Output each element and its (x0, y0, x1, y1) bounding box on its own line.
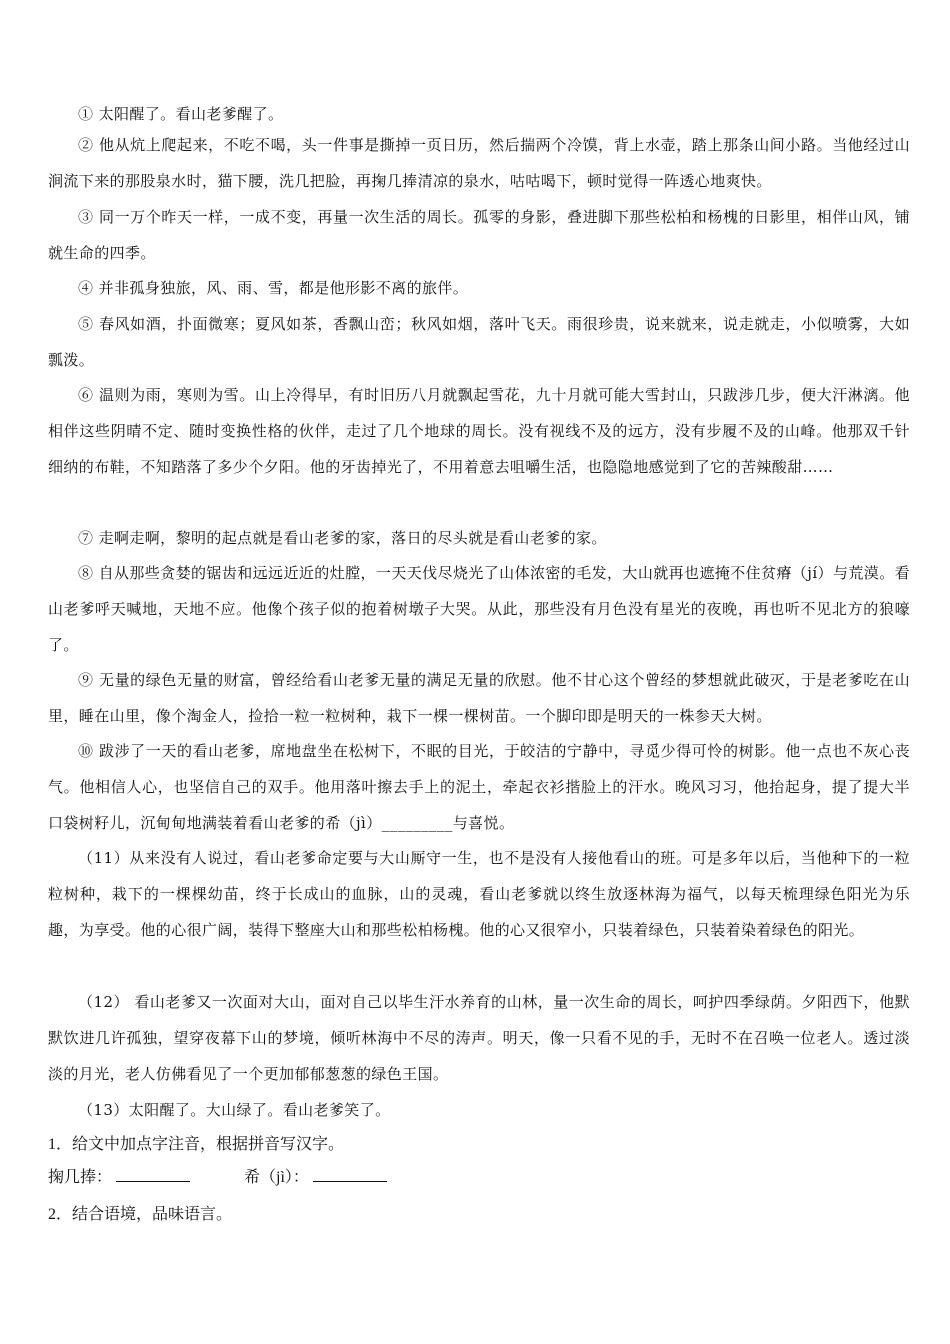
question-1-answers (48, 1163, 910, 1193)
question-1-item-2-label: 希（jì）： (244, 1169, 309, 1186)
question-1: 1．给文中加点字注音，根据拼音写汉字。 (48, 1136, 345, 1153)
paragraph-13: （13）太阳醒了。大山绿了。看山老爹笑了。 (78, 1101, 391, 1119)
paragraph-12: （12） 看山老爹又一次面对大山，面对自己以毕生汗水养育的山林，量一次生命的周长，呵护四季绿荫。夕阳西下，他默默饮进几许孤独，望穿夜幕下山的梦境，倾听林海中不尽的涛声。明天，像一只看不见的手，无时不在召唤一位老人。透过淡淡的月光，老人仿佛看见了一个更加郁郁葱葱的绿色王国。 (48, 993, 910, 1083)
paragraph-6: ⑥ 温则为雨，寒则为雪。山上冷得早，有时旧历八月就飘起雪花，九十月就可能大雪封山，只跋涉几步，便大汗淋漓。他相伴这些阴晴不定、随时变换性格的伙伴，走过了几个地球的周长。没有视线不及的远方，没有步履不及的山峰。他那双千针细纳的布鞋，不知踏落了多少个夕阳。他的牙齿掉光了，不用着意去咀嚼生活，也隐隐地感觉到了它的苦辣酸甜…… (48, 386, 910, 476)
paragraph-11: （11）从来没有人说过，看山老爹命定要与大山厮守一生，也不是没有人接他看山的班。可是多年以后，当他种下的一粒粒树种，栽下的一棵棵幼苗，终于长成山的血脉，山的灵魂，看山老爹就以终生放逐林海为福气，以每天梳理绿色阳光为乐趣，为享受。他的心很广阔，装得下整座大山和那些松柏杨槐。他的心又很窄小，只装着绿色，只装着染着绿色的阳光。 (48, 849, 910, 939)
paragraph-5: ⑤ 春风如酒，扑面微寒；夏风如茶，香飘山峦；秋风如烟，落叶飞天。雨很珍贵，说来就来，说走就走，小似喷雾，大如瓢泼。 (48, 315, 910, 369)
question-1-item-1-label: 掬几捧： (48, 1169, 113, 1186)
paragraph-8: ⑧ 自从那些贪婪的锯齿和远远近近的灶膛，一天天伐尽烧光了山体浓密的毛发，大山就再也遮掩不住贫瘠（jí）与荒漠。看山老爹呼天喊地，天地不应。他像个孩子似的抱着树墩子大哭。从此，那些没有月色没有星光的夜晚，再也听不见北方的狼嚎了。 (48, 564, 910, 654)
answer-blank-1[interactable] (116, 1167, 190, 1182)
paragraph-2: ② 他从炕上爬起来，不吃不喝，头一件事是撕掉一页日历，然后揣两个冷馍，背上水壶，踏上那条山间小路。当他经过山涧流下来的那股泉水时，猫下腰，洗几把脸，再掬几捧清凉的泉水，咕咕喝下，顿时觉得一阵透心地爽快。 (48, 136, 910, 190)
paragraph-3: ③ 同一万个昨天一样，一成不变，再量一次生活的周长。孤零的身影，叠进脚下那些松柏和杨槐的日影里，相伴山风，铺就生命的四季。 (48, 208, 910, 262)
answer-blank-2[interactable] (313, 1167, 387, 1182)
paragraph-9: ⑨ 无量的绿色无量的财富，曾经给看山老爹无量的满足无量的欣慰。他不甘心这个曾经的梦想就此破灭，于是老爹吃在山里，睡在山里，像个淘金人，捡拾一粒一粒树种，栽下一棵一棵树苗。一个脚印即是明天的一株参天大树。 (48, 671, 910, 725)
paragraph-4: ④ 并非孤身独旅，风、雨、雪，都是他形影不离的旅伴。 (78, 279, 469, 297)
paragraph-1: ① 太阳醒了。看山老爹醒了。 (78, 105, 284, 123)
paragraph-7: ⑦ 走啊走啊，黎明的起点就是看山老爹的家，落日的尽头就是看山老爹的家。 (78, 529, 607, 547)
paragraph-10: ⑩ 跋涉了一天的看山老爹，席地盘坐在松树下，不眠的目光，于皎洁的宁静中，寻觅少得可怜的树影。他一点也不灰心丧气。他相信人心，也坚信自己的双手。他用落叶擦去手上的泥土，牵起衣衫揩脸上的汗水。晚风习习，他抬起身，提了提大半口袋树籽儿，沉甸甸地满装着看山老爹的希（jì）_________与喜悦。 (48, 742, 910, 832)
question-2: 2．结合语境，品味语言。 (48, 1206, 233, 1223)
